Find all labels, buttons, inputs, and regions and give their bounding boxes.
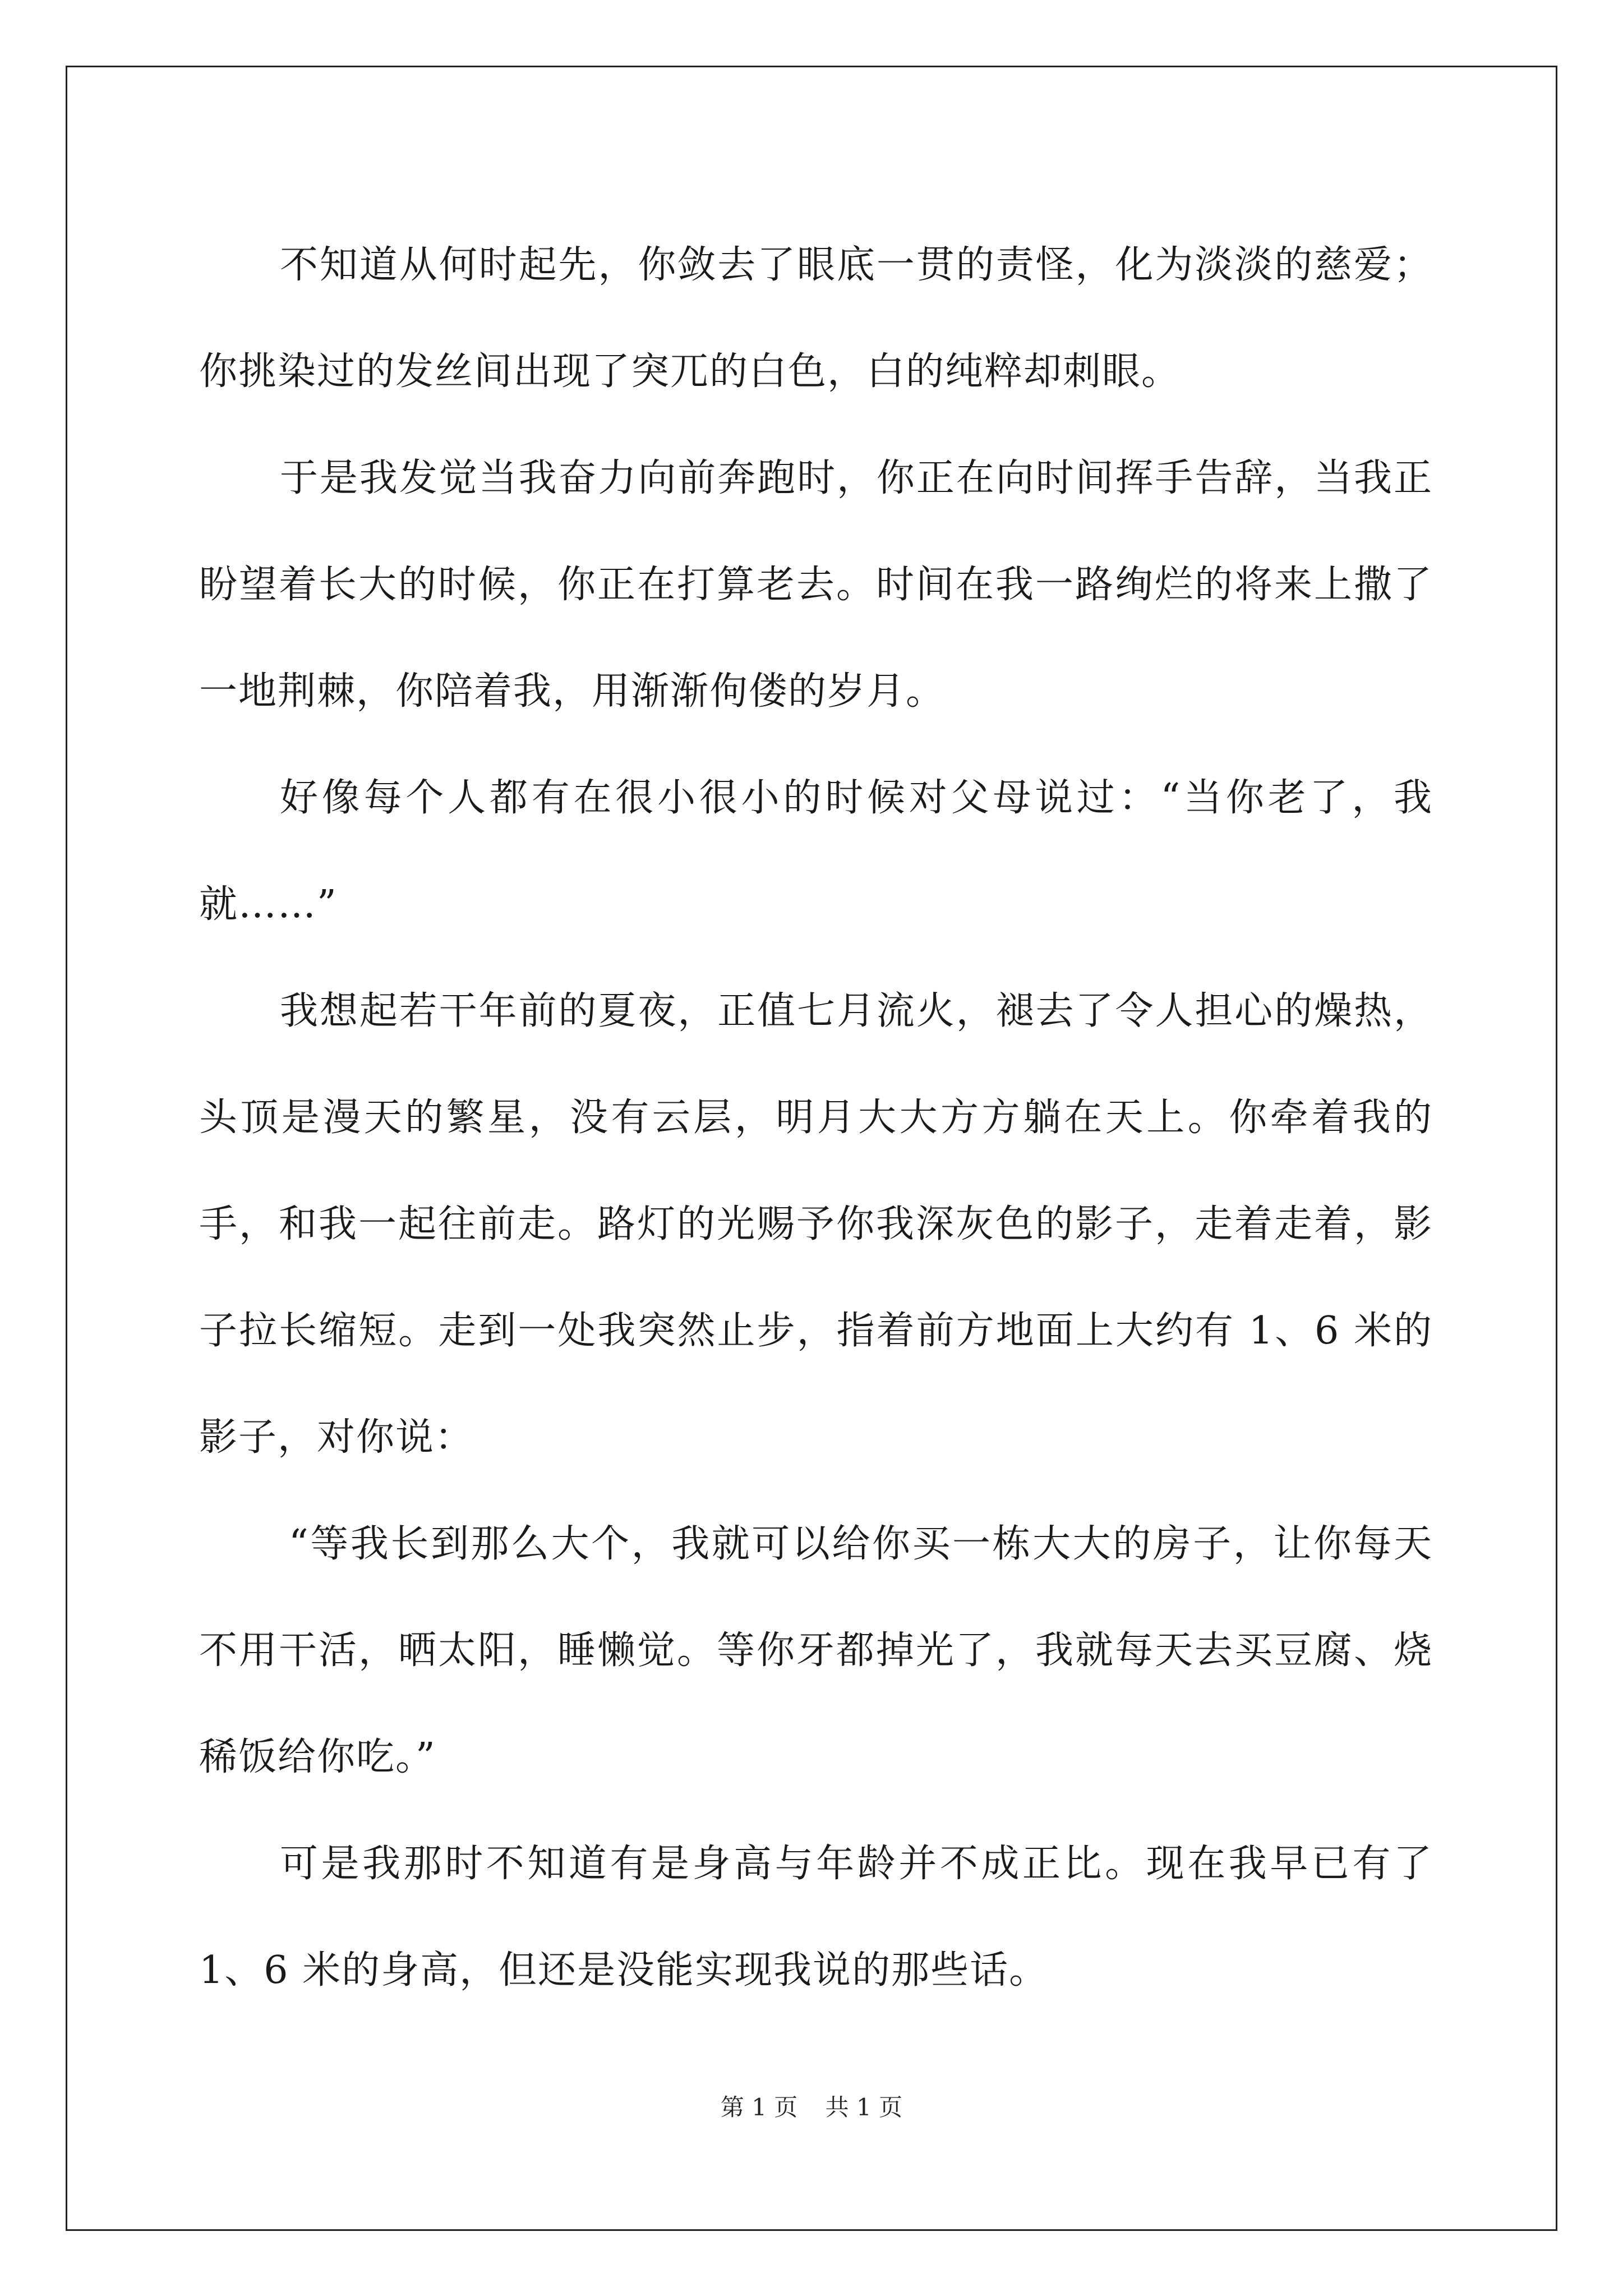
paragraph-1: 不知道从何时起先，你敛去了眼底一贯的责怪，化为淡淡的慈爱；你挑染过的发丝间出现了突兀的白色，白的纯粹却刺眼。 [199,243,1433,394]
page-footer [0,2089,1623,2123]
paragraph-5-quote: “等我长到那么大个，我就可以给你买一栋大大的房子，让你每天不用干活，晒太阳，睡懒觉。等你牙都掉光了，我就每天去买豆腐、烧稀饭给你吃。” [199,1522,1433,1779]
page-number: 第 1 页 [720,2093,798,2121]
paragraph-3: 好像每个人都有在很小很小的时候对父母说过：“当你老了，我就……” [199,776,1433,927]
paragraph-2: 于是我发觉当我奋力向前奔跑时，你正在向时间挥手告辞，当我正盼望着长大的时候，你正在打算老去。时间在我一路绚烂的将来上撒了一地荆棘，你陪着我，用渐渐佝偻的岁月。 [199,456,1433,714]
page-total: 共 1 页 [825,2093,903,2121]
paragraph-4: 我想起若干年前的夏夜，正值七月流火，褪去了令人担心的燥热，头顶是漫天的繁星，没有云层，明月大大方方躺在天上。你牵着我的手，和我一起往前走。路灯的光赐予你我深灰色的影子，走着走着，影子拉长缩短。走到一处我突然止步，指着前方地面上大约有 1、6 米的影子，对你说： [199,989,1433,1460]
paragraph-6: 可是我那时不知道有是身高与年龄并不成正比。现在我早已有了 1、6 米的身高，但还是没能实现我说的那些话。 [199,1842,1433,1993]
document-body [199,212,1433,2024]
